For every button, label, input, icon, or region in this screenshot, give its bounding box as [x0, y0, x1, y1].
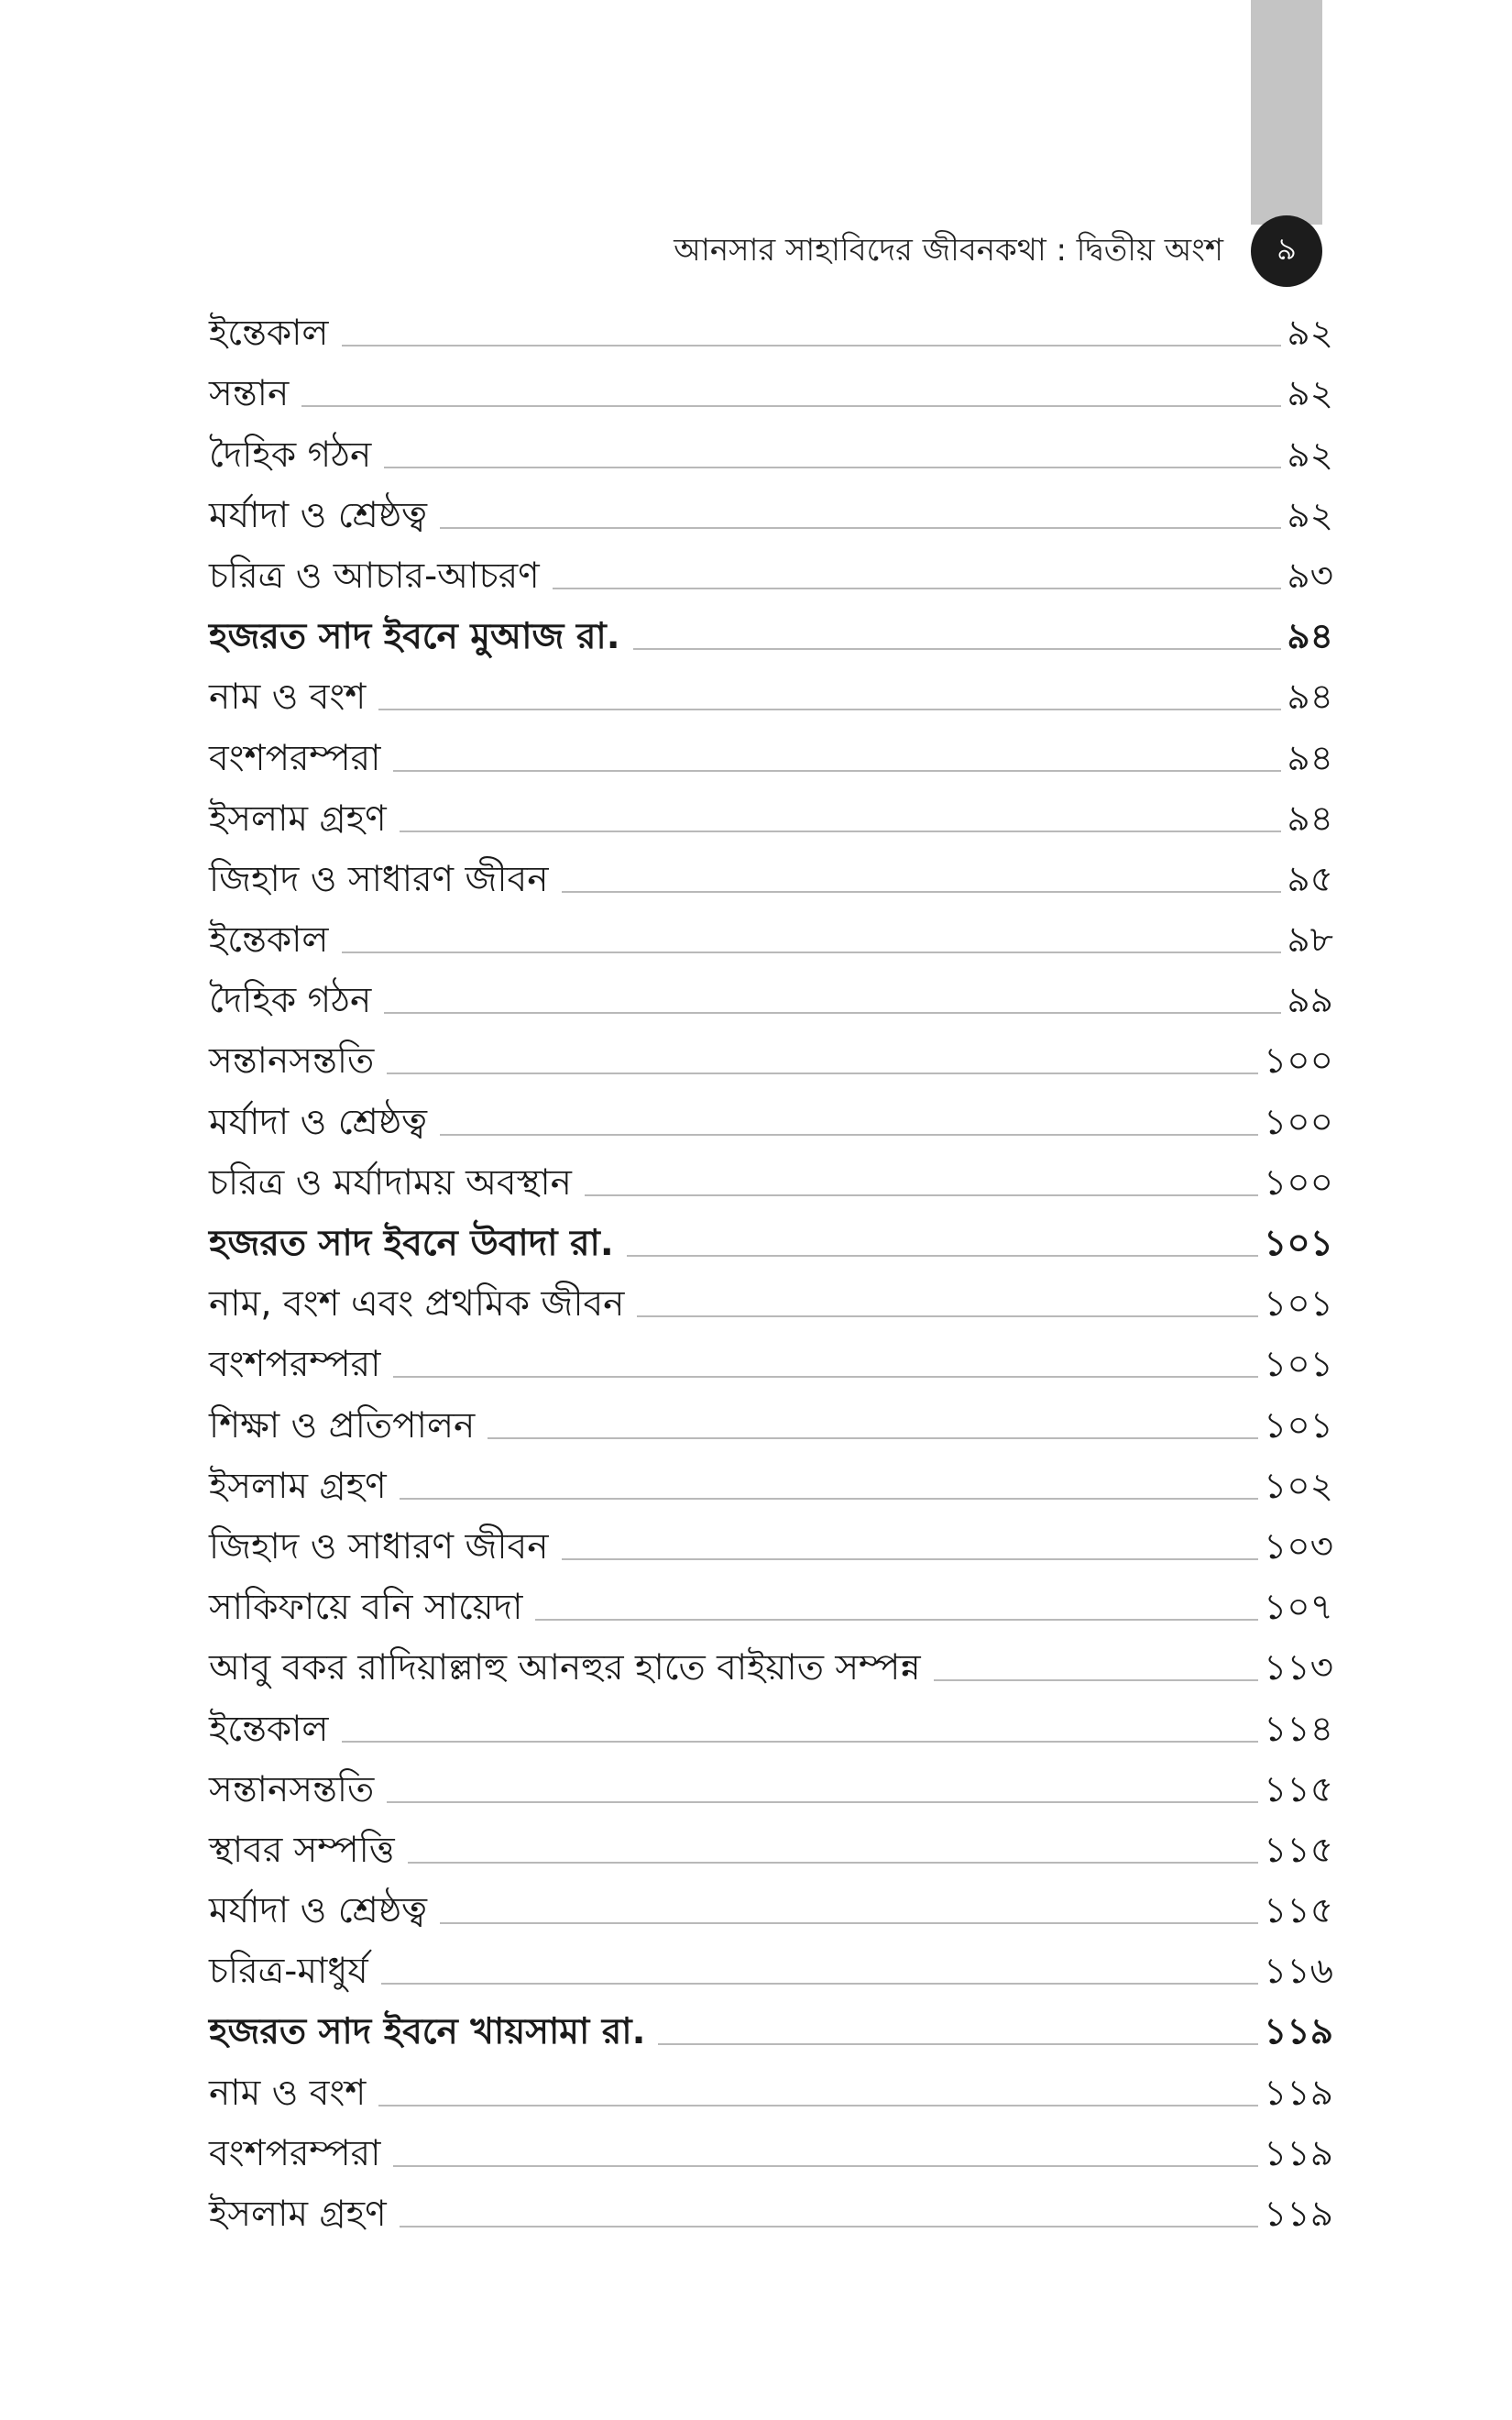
toc-leader-line [378, 709, 1281, 710]
toc-entry [209, 970, 1333, 1030]
toc-entry-page: ১০০ [1263, 1101, 1333, 1143]
toc-entry [209, 2062, 1333, 2122]
toc-entry-title: ইন্তেকাল [209, 1708, 329, 1750]
toc-entry [209, 666, 1333, 727]
toc-entry-page: ১০১ [1264, 1223, 1333, 1264]
toc-entry [209, 545, 1333, 606]
toc-entry [209, 1759, 1333, 1820]
toc-entry-title: ইসলাম গ্রহণ [209, 2194, 387, 2235]
toc-entry-title: আবু বকর রাদিয়াল্লাহু আনহুর হাতে বাইয়াত সম্পন্ন [209, 1647, 921, 1689]
toc-entry-title: ইন্তেকাল [209, 919, 329, 962]
toc-entry-title: দৈহিক গঠন [209, 434, 372, 476]
toc-entry-page: ৯৩ [1287, 555, 1333, 597]
toc-leader-line [553, 588, 1282, 589]
toc-entry [209, 788, 1333, 849]
toc-leader-line [400, 2226, 1258, 2228]
toc-entry-page: ৯৪ [1287, 616, 1333, 658]
toc-leader-line [562, 1558, 1258, 1560]
toc-leader-line [393, 1376, 1258, 1378]
toc-entry-title: ইসলাম গ্রহণ [209, 798, 387, 840]
toc-leader-line [562, 891, 1282, 893]
toc-entry-title: মর্যাদা ও শ্রেষ্ঠত্ব [209, 1890, 428, 1932]
toc-entry-title: জিহাদ ও সাধারণ জীবন [209, 858, 549, 900]
toc-entry-title: হজরত সাদ ইবনে মুআজ রা. [209, 616, 620, 658]
toc-entry-page: ৯২ [1287, 373, 1333, 415]
toc-entry [209, 1273, 1333, 1334]
toc-entry-page: ১০০ [1263, 1040, 1333, 1083]
toc-leader-line [381, 1983, 1258, 1985]
toc-entry-page: ৯২ [1287, 434, 1333, 476]
table-of-contents [209, 302, 1333, 2244]
toc-entry-title: স্থাবর সম্পত্তি [209, 1829, 395, 1871]
toc-entry-page: ৯৯ [1287, 980, 1333, 1022]
toc-entry-title: সন্তানসন্ততি [209, 1040, 375, 1083]
toc-leader-line [342, 1741, 1259, 1743]
toc-entry-title: দৈহিক গঠন [209, 980, 372, 1022]
toc-leader-line [488, 1437, 1258, 1439]
toc-entry-title: চরিত্র ও মর্যাদাময় অবস্থান [209, 1161, 572, 1204]
toc-leader-line [378, 2105, 1258, 2106]
toc-leader-line [342, 345, 1282, 346]
toc-entry-title: ইন্তেকাল [209, 313, 329, 355]
toc-leader-line [387, 1072, 1258, 1074]
toc-entry-page: ১০১ [1264, 1404, 1333, 1446]
toc-entry [209, 1030, 1333, 1091]
toc-entry-title: নাম ও বংশ [209, 2072, 367, 2114]
toc-entry [209, 1091, 1333, 1151]
toc-entry-page: ১১৯ [1264, 2132, 1333, 2174]
toc-entry [209, 424, 1333, 484]
toc-leader-line [384, 467, 1281, 468]
toc-entry [209, 1698, 1333, 1758]
toc-leader-line [342, 952, 1282, 953]
toc-entry-page: ৯২ [1287, 313, 1333, 355]
toc-leader-line [393, 2165, 1258, 2167]
toc-entry [209, 1394, 1333, 1455]
toc-entry [209, 1516, 1333, 1577]
toc-leader-line [408, 1862, 1258, 1864]
toc-entry [209, 1152, 1333, 1213]
running-header [0, 215, 1512, 289]
toc-leader-line [384, 1012, 1281, 1014]
toc-entry-page: ৯৪ [1287, 737, 1333, 779]
toc-entry-page: ৯২ [1287, 494, 1333, 536]
toc-entry-page: ৯৮ [1287, 919, 1333, 962]
toc-leader-line [535, 1619, 1258, 1621]
toc-leader-line [440, 1922, 1258, 1924]
toc-entry [209, 909, 1333, 970]
toc-entry [209, 1637, 1333, 1698]
toc-entry-page: ১১৩ [1264, 1647, 1333, 1689]
toc-entry-title: জিহাদ ও সাধারণ জীবন [209, 1525, 549, 1568]
toc-entry-title: চরিত্র ও আচার-আচরণ [209, 555, 540, 597]
toc-entry [209, 1577, 1333, 1637]
toc-entry-title: চরিত্র-মাধুর্য [209, 1951, 368, 1993]
toc-entry-page: ১১৬ [1264, 1951, 1333, 1993]
toc-entry-page: ১০৩ [1263, 1525, 1333, 1568]
toc-entry-page: ১০০ [1263, 1161, 1333, 1204]
toc-entry-page: ১০৭ [1263, 1587, 1333, 1629]
toc-entry [209, 849, 1333, 909]
toc-entry [209, 302, 1333, 363]
toc-leader-line [658, 2043, 1258, 2045]
toc-entry-title: বংশপরম্পরা [209, 1344, 381, 1386]
toc-entry-title: হজরত সাদ ইবনে খায়সামা রা. [209, 2011, 646, 2053]
page-number: ৯ [1276, 230, 1298, 268]
toc-entry-page: ১০২ [1263, 1465, 1333, 1507]
toc-entry-title: নাম ও বংশ [209, 676, 367, 719]
toc-entry-title: সন্তানসন্ততি [209, 1768, 375, 1810]
toc-entry-page: ৯৪ [1287, 798, 1333, 840]
toc-entry [209, 727, 1333, 787]
toc-entry-title: সাকিফায়ে বনি সায়েদা [209, 1587, 523, 1629]
toc-leader-line [627, 1255, 1258, 1257]
toc-entry-page: ১০১ [1264, 1344, 1333, 1386]
toc-entry-title: মর্যাদা ও শ্রেষ্ঠত্ব [209, 1101, 428, 1143]
toc-entry-page: ১০১ [1264, 1283, 1333, 1326]
toc-entry-page: ১১৯ [1264, 2072, 1333, 2114]
toc-section-heading [209, 2001, 1333, 2062]
toc-entry [209, 1820, 1333, 1880]
toc-section-heading [209, 1213, 1333, 1273]
toc-leader-line [387, 1801, 1258, 1803]
edge-tab-bar [1251, 0, 1322, 225]
toc-entry-page: ১১৫ [1264, 1829, 1333, 1871]
toc-entry-title: নাম, বংশ এবং প্রথমিক জীবন [209, 1283, 625, 1326]
toc-entry-title: হজরত সাদ ইবনে উবাদা রা. [209, 1223, 614, 1264]
toc-entry-page: ৯৫ [1287, 858, 1333, 900]
running-header-title: আনসার সাহাবিদের জীবনকথা : দ্বিতীয় অংশ [674, 232, 1223, 269]
toc-leader-line [585, 1194, 1258, 1196]
toc-leader-line [400, 830, 1282, 832]
toc-entry [209, 1334, 1333, 1394]
toc-leader-line [400, 1498, 1258, 1500]
toc-entry [209, 1880, 1333, 1941]
toc-entry-title: মর্যাদা ও শ্রেষ্ঠত্ব [209, 494, 428, 536]
toc-entry-title: সন্তান [209, 373, 290, 415]
toc-leader-line [440, 1134, 1258, 1136]
toc-leader-line [301, 405, 1281, 407]
toc-leader-line [637, 1315, 1258, 1317]
toc-leader-line [440, 527, 1281, 529]
toc-entry-title: বংশপরম্পরা [209, 737, 381, 779]
toc-entry-title: শিক্ষা ও প্রতিপালন [209, 1404, 476, 1446]
toc-section-heading [209, 606, 1333, 666]
toc-entry [209, 2184, 1333, 2244]
page-number-badge [1251, 215, 1322, 287]
toc-entry [209, 1456, 1333, 1516]
toc-entry-page: ৯৪ [1287, 676, 1333, 719]
toc-entry-page: ১১৪ [1264, 1708, 1333, 1750]
toc-entry-page: ১১৯ [1264, 2194, 1333, 2235]
toc-entry-title: বংশপরম্পরা [209, 2132, 381, 2174]
toc-entry [209, 485, 1333, 545]
toc-entry-page: ১১৯ [1264, 2011, 1333, 2053]
toc-entry-title: ইসলাম গ্রহণ [209, 1465, 387, 1507]
toc-leader-line [393, 770, 1281, 772]
toc-leader-line [934, 1679, 1258, 1681]
toc-entry-page: ১১৫ [1264, 1768, 1333, 1810]
toc-entry [209, 363, 1333, 424]
toc-entry [209, 1941, 1333, 2001]
toc-entry-page: ১১৫ [1264, 1890, 1333, 1932]
toc-entry [209, 2123, 1333, 2184]
toc-leader-line [633, 648, 1282, 650]
